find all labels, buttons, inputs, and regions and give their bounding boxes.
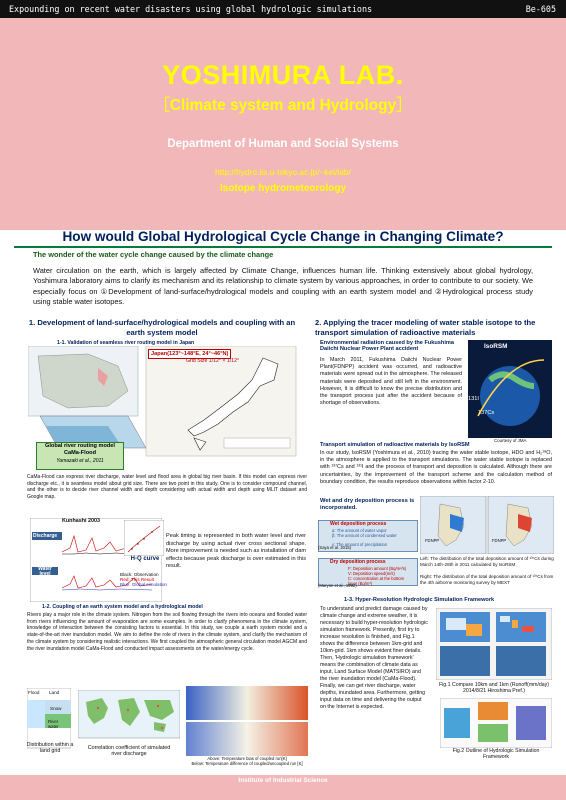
temp-below-caption: Below: Temperature difference of coupled/uncoupled run [K] — [191, 761, 303, 766]
hq-curve-figure — [124, 520, 164, 556]
land-text: Land — [49, 690, 60, 695]
grid-size-label: Grid Size 1/12° × 1/12° — [186, 358, 240, 364]
temp-bias-map — [186, 686, 308, 720]
temperature-maps — [186, 686, 308, 760]
cesium-label: 137Cs — [478, 410, 495, 416]
wet-gamma: γ: The amount of precipitation — [332, 542, 388, 547]
legend-blue: Blue: Global simulation — [120, 582, 167, 587]
flood-text: Flood — [28, 690, 40, 695]
kunhashi-label: Kunhashi 2003 — [62, 518, 101, 524]
footer-band — [0, 775, 566, 800]
env-paragraph: In March 2011, Fukushima Daiichi Nuclear Power Plant(FDNPP) accident was occurred, and radioactive materials were spread out in the atmosphere. The released materials were deposited and still left in the environment. However, it is difficult to know the precise distribution and the transport process just after the accident because of shortage of observations. — [320, 357, 462, 407]
river-model-title: Global river routing model CaMa-Flood — [45, 443, 115, 457]
lab-subtitle: ［Climate system and Hydrology］ — [154, 97, 412, 114]
section2-title: 2. Applying the tracer modeling of water stable isotope to the transport simulation of radioactive materials — [315, 318, 536, 337]
fdnpp-left: FDNPP — [425, 538, 440, 543]
distribution-caption: Distribution within a land grid — [26, 742, 74, 754]
wet-beta: β: The amount of condensed water — [332, 533, 397, 538]
footer-text: Institute of Industrial Science — [238, 777, 328, 784]
env-heading: Environmental radiation caused by the Fukushima Daiichi Nuclear Power Plant accident — [320, 340, 454, 352]
runoff-10km — [440, 612, 490, 642]
wet-title: Wet deposition process — [330, 521, 387, 527]
dry-ref: (Maryon et al., 1992) — [318, 583, 357, 588]
correlation-caption: Correlation coefficient of simulated river discharge — [87, 745, 171, 757]
river-model-author: Yamazaki et al., 2011 — [56, 457, 104, 464]
wonder-heading: The wonder of the water cycle change caused by the climate change — [33, 250, 274, 259]
map-source-label — [224, 438, 290, 448]
jma-credit: Courtesy of JMA — [494, 438, 527, 443]
output-block — [516, 706, 546, 740]
hq-label: H-Q curve — [130, 556, 160, 562]
department: Department of Human and Social Systems — [167, 138, 399, 150]
runoff-1km-b — [496, 646, 546, 676]
divider — [14, 246, 552, 248]
snow-text: Snow — [50, 706, 62, 711]
poster-theme: Expounding on recent water disasters using global hydrologic simulations — [9, 4, 373, 14]
deposition-maps — [420, 496, 554, 554]
transport-paragraph: In our study, IsoRSM (Yoshimura et al., 2010) tracing the water stable isotope, HDO and H₂¹⁸O, in the atmosphere is applied to the transport simulations. The water stable isotope is replaced with ¹³⁷Cs and ¹³¹I and the process of transport and deposition is calculated. Although there are uncertainties, by the improvement of the transport scheme and the calculation method of boundary condition, the results reproduce observations within factor 2-10. — [320, 450, 552, 485]
legend-black: Black: Observation — [120, 572, 159, 577]
sub1-title: 1-1. Validation of seamless river routing model in Japan — [57, 340, 195, 346]
hyper-paragraph: To understand and predict damage caused by climate change and extreme weather, it is necessary to build hyper-resolution hydrologic simulation framework. Presently, first try to increase resolution is finished, and Fig.1 shows the difference between 1km-grid and 10km-grid. 1km shows evident finer details. Then, 'Hydrologic simulation framework' means the combination of climate data as input, Land Surface Model (MATSIRO) and the river inundation model (CaMa-Flood). Finally, we can get river discharge, water depths, inundated area. Furthermore, getting input data on time and delivering the output on the Internet is expected. — [320, 606, 428, 710]
wet-ref: (Saya et al. 2015) — [318, 545, 352, 550]
wet-alpha: α: The amount of water vapor — [332, 528, 387, 533]
waterlevel-label: Water level — [38, 566, 52, 578]
temp-above-caption: Above: Temperature bias of coupled run[K] — [207, 756, 287, 761]
input-block — [444, 708, 470, 738]
dry-title: Dry deposition process — [330, 559, 386, 565]
top-banner — [0, 0, 566, 18]
fdnpp-right: FDNPP — [492, 538, 507, 543]
left-caption: Left: The distribution of the total deposition amount of ¹³⁷Cs during March 14th-28th in 2011 calculated by IsoRSM — [420, 556, 554, 567]
fig2-caption: Fig.2 Outline of Hydrologic Simulation Framework — [452, 748, 540, 760]
dry-f: F: Deposition amount (Bq/m²/s) — [348, 566, 407, 571]
temp-diff-map — [186, 722, 308, 756]
runoff-compare — [436, 608, 552, 680]
flood-area — [27, 700, 45, 728]
lab-name: YOSHIMURA LAB. — [162, 60, 404, 90]
title-band — [0, 18, 566, 230]
sub2-title: 1-2. Coupling of an earth system model and a hydrological model — [42, 604, 203, 610]
transport-heading: Transport simulation of radioactive materials by IsoRSM — [320, 442, 470, 448]
intro-paragraph: Water circulation on the earth, which is largely affected by Climate Change, influences human life. Thinking extensively about global hydrology, Yoshimura laboratory aims to clarify its mechanism and its relationship to climate system by various approaches, in order to contribute to our society. We especially focus on ①Development of land-surface/hydrological models and coupling with an earth system model and ②Hydrological process study using stable water isotopes. — [33, 266, 533, 306]
runoff-10km-b — [440, 646, 490, 676]
lsm-block — [478, 702, 508, 720]
peak-paragraph: Peak timing is represented in both water level and river discharge by using actual river cross sectional shape. More improvement is needed such as installation of dam effects because peak discharge is over estimated in this result. — [166, 533, 306, 570]
river-block — [478, 724, 508, 742]
dry-c: C: concentration at the bottom layer (Bq/m³) — [348, 576, 405, 586]
isotope-tag: Isotope hydrometeorology — [219, 183, 347, 194]
framework-diagram — [440, 698, 552, 748]
isorsm-globe — [468, 340, 552, 438]
discharge-label: Discharge — [33, 533, 58, 539]
legend-red: Red: This Result — [120, 577, 154, 582]
river-text: River water — [48, 719, 59, 729]
sub3-title: 1-3. Hyper-Resolution Hydrologic Simulation Framework — [344, 597, 495, 603]
iodine-label: 131I — [468, 396, 479, 402]
river-model-box — [36, 442, 124, 470]
runoff-1km — [496, 612, 546, 642]
camaflood-paragraph: CaMa-Flood can express river discharge, water level and flood area in global big river basin. If this model can express river discharge etc., it is seamless model about grid size. There are two point in this study. One is to consider compound channel, and the other is to decide river channel width and depth considering with actual width and depth using MLIT dataset and Google map. — [27, 474, 307, 501]
main-question: How would Global Hydrological Cycle Change in Changing Climate? — [62, 229, 504, 244]
coupling-paragraph: Rivers play a major role in the climate system. Nitrogen from the soil flowing through the rivers into oceans and flooded water from rivers influencing the amount of evaporation are some examples. In order to clarify phenomena in the climate system, knowledge of interaction between the consisting factors is essential. In this study, we couple a earth system model and a state-of-the-art river inundation model. We aim to define the role of rivers in the climate system, and clarify the mechanism of the climate system by considering realistic interactions. We first coupled the atmospheric general circulation model AGCM and the river inundation model CaMa-Flood and conducted impact assessments on the water/energy cycle. — [27, 612, 307, 652]
fig1-caption: Fig.1 Compare 10km and 1km (Runoff(mm/day) 2014/8/21 Hiroshima Pref.) — [438, 682, 550, 695]
poster-id: Be-605 — [525, 4, 556, 14]
right-caption: Right: The distribution of the total deposition amount of ¹³⁷Cs from the 4th airborne monitoring survey by MEXT — [420, 574, 554, 585]
section1-title: 1. Development of land-surface/hydrological models and coupling with an earth system model — [28, 318, 296, 337]
dry-v: V: Deposition speed(m/s) — [348, 571, 395, 576]
deposition-heading: Wet and dry deposition process is incorporated. — [320, 498, 415, 512]
isorsm-label: IsoRSM — [484, 343, 508, 350]
japan-extent-label: Japan(123°~148°E, 24°~46°N) — [148, 349, 231, 359]
lab-url[interactable]: http://hydro.iis.u-tokyo.ac.jp/~kei/lab/ — [215, 167, 351, 177]
